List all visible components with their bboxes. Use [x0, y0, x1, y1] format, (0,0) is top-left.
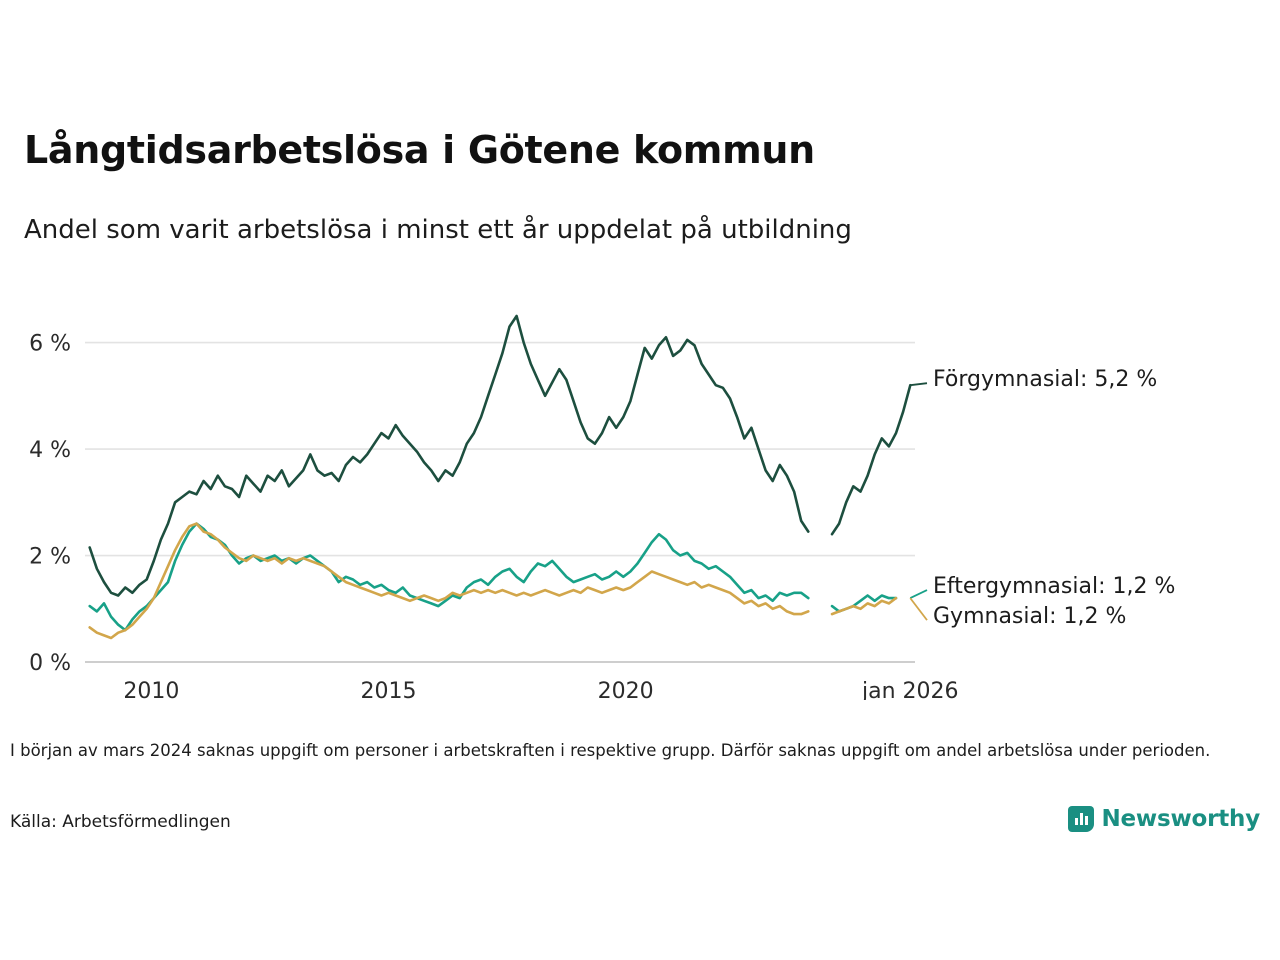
x-tick-label: 2010: [123, 679, 180, 700]
series-line: [90, 316, 809, 596]
newsworthy-logo: [1068, 806, 1260, 832]
leader-line: [910, 590, 927, 598]
logo-text: Newsworthy: [1101, 806, 1260, 832]
y-axis-labels: [29, 332, 71, 676]
series-label-eftergymnasial: Eftergymnasial: 1,2 %: [933, 574, 1176, 600]
series-line: [90, 524, 809, 638]
y-tick-label: 6 %: [29, 331, 71, 357]
line-chart: [0, 280, 1280, 700]
y-tick-label: 4 %: [29, 438, 71, 464]
series-label-gymnasial: Gymnasial: 1,2 %: [933, 604, 1127, 630]
series-lines: [90, 316, 911, 638]
chart-svg: [0, 280, 1280, 700]
x-tick-label: 2020: [597, 679, 654, 700]
series-line: [90, 524, 809, 631]
source-note: Källa: Arbetsförmedlingen: [10, 812, 231, 832]
page-subtitle: Andel som varit arbetslösa i minst ett år uppdelat på utbildning: [24, 215, 852, 245]
series-line: [832, 598, 896, 614]
y-tick-label: 2 %: [29, 544, 71, 570]
x-axis-labels: [123, 679, 958, 700]
series-label-forgymnasial: Förgymnasial: 5,2 %: [933, 367, 1158, 393]
series-line: [832, 385, 910, 534]
leader-line: [910, 383, 927, 385]
footnote: I början av mars 2024 saknas uppgift om personer i arbetskraften i respektive grupp. Därför saknas uppgift om andel arbetslösa under perioden.: [10, 741, 1211, 760]
x-tick-label: 2015: [360, 679, 417, 700]
leader-line: [910, 598, 927, 620]
y-tick-label: 0 %: [29, 651, 71, 676]
bar-chart-icon: [1068, 806, 1094, 832]
series-leader-lines: [910, 383, 927, 620]
x-tick-label: jan 2026: [861, 679, 959, 700]
page-title: Långtidsarbetslösa i Götene kommun: [24, 128, 815, 172]
